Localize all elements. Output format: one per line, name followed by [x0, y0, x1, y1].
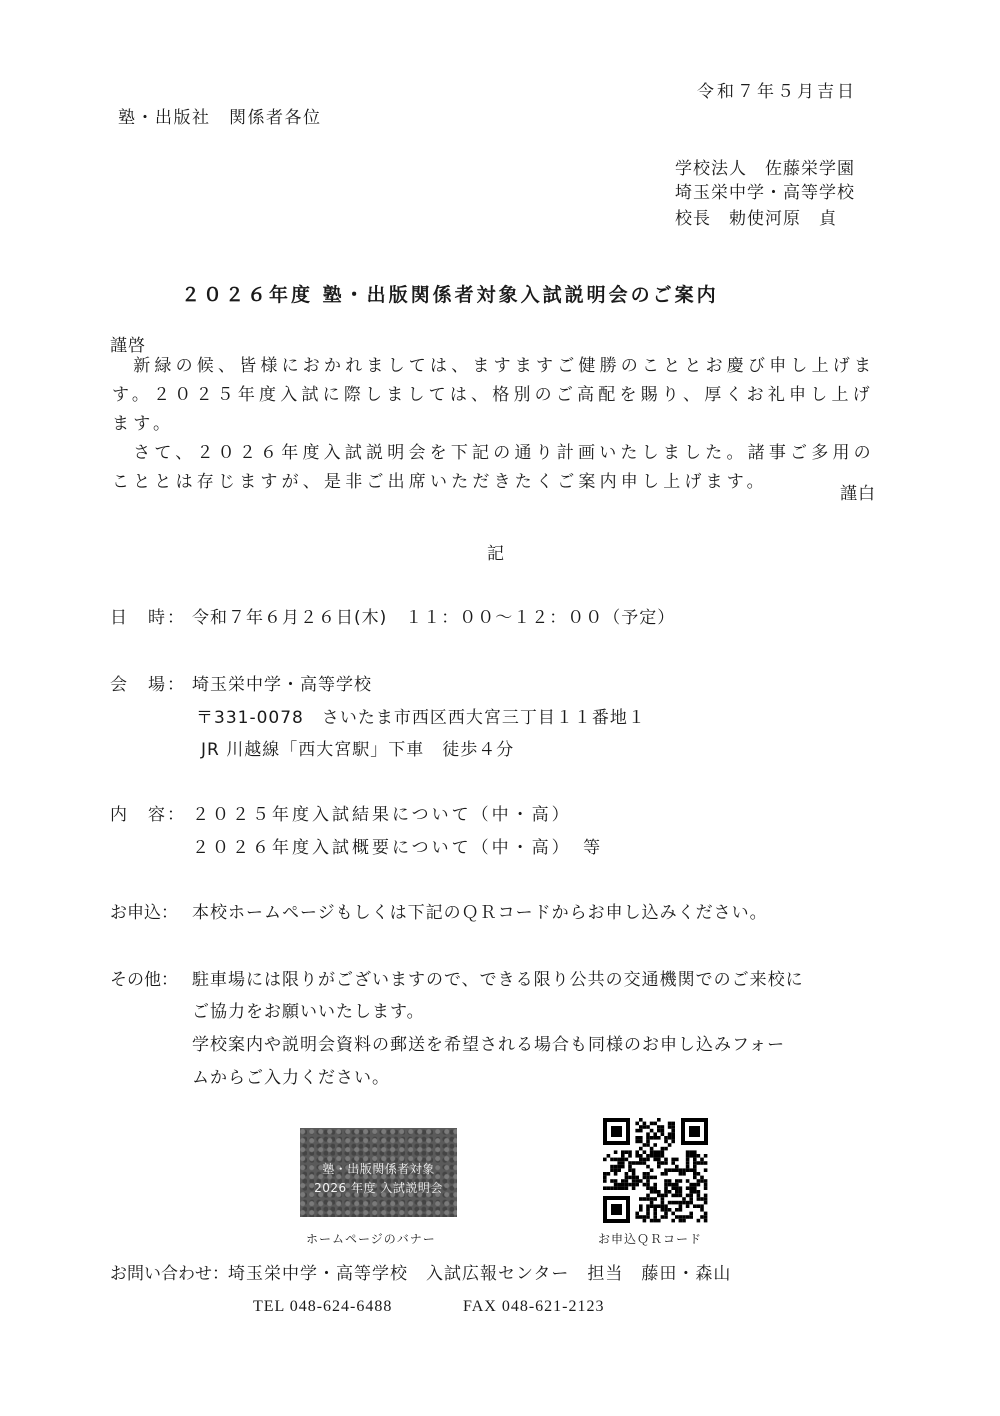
recipient: 塾・出版社 関係者各位: [118, 108, 322, 128]
closing-greeting: 謹白: [840, 484, 876, 504]
body-paragraph-1: 新緑の候、皆様におかれましては、ますますご健勝のこととお慶び申し上げます。２０２５年度入試に際しましては、格別のご高配を賜り、厚くお礼申し上げます。: [112, 356, 876, 434]
apply-value: 本校ホームページもしくは下記のＱＲコードからお申し込みください。: [192, 903, 768, 923]
other-note-1a: 駐車場には限りがございますので、できる限り公共の交通機関でのご来校に: [192, 970, 804, 990]
issue-date: 令和７年５月吉日: [697, 82, 857, 102]
other-note-2a: 学校案内や説明会資料の郵送を希望される場合も同様のお申し込みフォー: [192, 1035, 786, 1055]
contact-fax: FAX 048-621-2123: [463, 1298, 605, 1315]
banner-line-1: 塾・出版関係者対象: [322, 1162, 435, 1176]
qr-caption: お申込ＱＲコード: [598, 1232, 703, 1246]
content-label: 内 容：: [110, 805, 186, 825]
other-label: その他：: [110, 970, 178, 990]
body-paragraph-2: さて、２０２６年度入試説明会を下記の通り計画いたしました。諸事ご多用のこととは存じますが、是非ご出席いただきたくご案内申し上げます。: [112, 443, 875, 492]
venue-label: 会 場：: [110, 675, 186, 695]
datetime-label: 日 時：: [110, 608, 186, 628]
venue-access: JR 川越線「西大宮駅」下車 徒歩４分: [201, 740, 515, 760]
ki-heading: 記: [487, 544, 505, 564]
datetime-value: 令和７年６月２６日(木) １１：００～１２：００（予定）: [192, 608, 676, 628]
sender-principal: 校長 勅使河原 貞: [675, 209, 837, 229]
contact-label: お問い合わせ：: [110, 1264, 229, 1284]
contact-value: 埼玉栄中学・高等学校 入試広報センター 担当 藤田・森山: [228, 1264, 732, 1284]
venue-address: 〒331-0078 さいたま市西区西大宮三丁目１１番地１: [196, 708, 646, 728]
body-paragraphs: [112, 352, 882, 497]
other-note-1b: ご協力をお願いいたします。: [192, 1002, 425, 1022]
homepage-banner-image: [300, 1128, 457, 1217]
content-item-1: ２０２５年度入試結果について（中・高）: [192, 805, 572, 825]
contact-tel: TEL 048-624-6488: [253, 1298, 393, 1315]
opening-greeting: 謹啓: [110, 336, 146, 356]
banner-line-2: 2026 年度 入試説明会: [314, 1181, 443, 1195]
venue-name: 埼玉栄中学・高等学校: [192, 675, 372, 695]
sender-org: 学校法人 佐藤栄学園: [675, 159, 855, 179]
banner-caption: ホームページのバナー: [306, 1232, 436, 1246]
document-title: ２０２６年度 塾・出版関係者対象入試説明会のご案内: [181, 284, 719, 306]
sender-school: 埼玉栄中学・高等学校: [675, 183, 855, 203]
other-note-2b: ムからご入力ください。: [192, 1068, 390, 1088]
apply-label: お申込：: [110, 903, 178, 923]
content-item-2: ２０２６年度入試概要について（中・高） 等: [192, 838, 604, 858]
qr-code-icon: [600, 1115, 711, 1226]
